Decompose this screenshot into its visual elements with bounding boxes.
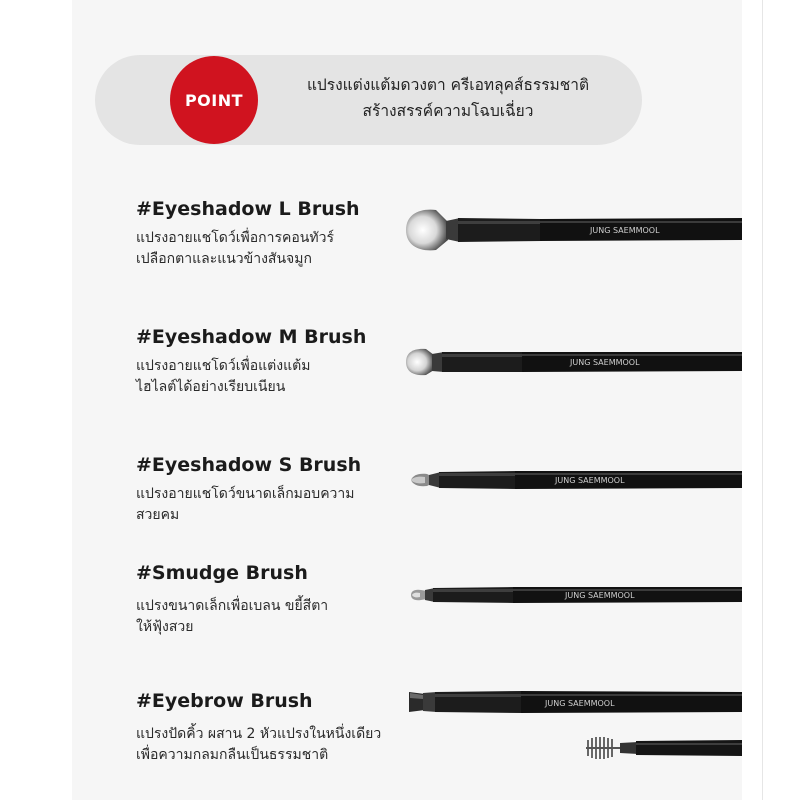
product-description-line-1: แปรงอายแชโดว์ขนาดเล็กมอบความ <box>136 486 355 502</box>
eyebrow-brush-image <box>405 684 742 720</box>
divider-line <box>762 0 763 800</box>
eyeshadow-m-brush-image <box>400 340 742 386</box>
product-description-line-2: เพื่อความกลมกลืนเป็นธรรมชาติ <box>136 747 329 763</box>
brush-brand-text: JUNG SAEMMOOL <box>570 358 640 367</box>
product-description-line-1: แปรงปัดคิ้ว ผสาน 2 หัวแปรงในหนึ่งเดียว <box>136 726 382 742</box>
eyeshadow-l-brush-image <box>400 200 742 262</box>
point-description <box>298 72 598 124</box>
product-description-line-1: แปรงขนาดเล็กเพื่อเบลน ขยี้สีตา <box>136 598 329 614</box>
brush-brand-text: JUNG SAEMMOOL <box>565 591 635 600</box>
product-description-line-1: แปรงอายแชโดว์เพื่อการคอนทัวร์ <box>136 230 334 246</box>
product-title: #Eyebrow Brush <box>136 690 313 712</box>
point-badge-label: POINT <box>184 90 244 110</box>
product-title: #Eyeshadow L Brush <box>136 198 360 220</box>
product-description-line-2: สวยคม <box>136 507 180 523</box>
brush-brand-text: JUNG SAEMMOOL <box>590 226 660 235</box>
brush-brand-text: JUNG SAEMMOOL <box>545 699 615 708</box>
product-title: #Smudge Brush <box>136 562 308 584</box>
product-description <box>136 724 496 766</box>
point-line-1: แปรงแต่งแต้มดวงตา ครีเอทลุคส์ธรรมชาติ <box>306 76 590 94</box>
point-line-2: สร้างสรรค์ความโฉบเฉี่ยว <box>362 102 534 120</box>
product-title: #Eyeshadow S Brush <box>136 454 362 476</box>
eyeshadow-s-brush-image <box>405 462 742 498</box>
smudge-brush-image <box>405 578 742 612</box>
product-description-line-2: เปลือกตาและแนวข้างสันจมูก <box>136 251 312 267</box>
product-description-line-2: ไฮไลต์ได้อย่างเรียบเนียน <box>136 379 286 395</box>
product-description-line-2: ให้ฟุ้งสวย <box>136 619 194 635</box>
brush-brand-text: JUNG SAEMMOOL <box>555 476 625 485</box>
product-description-line-1: แปรงอายแชโดว์เพื่อแต่งแต้ม <box>136 358 311 374</box>
product-title: #Eyeshadow M Brush <box>136 326 367 348</box>
spoolie-brush-image <box>582 732 742 764</box>
